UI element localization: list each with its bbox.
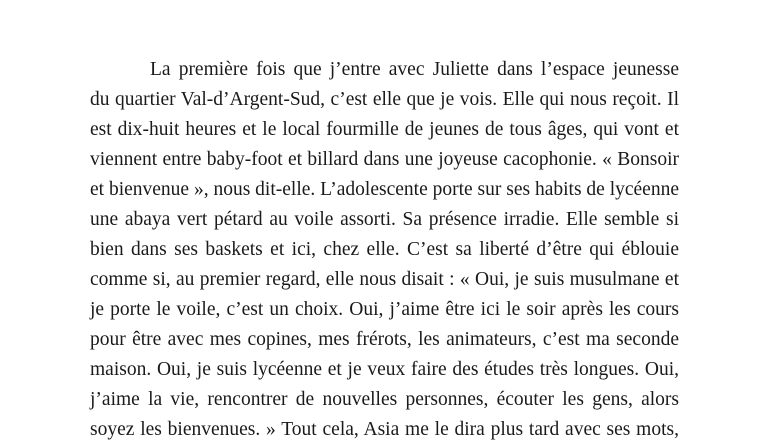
paragraph-line: une abaya vert pétard au voile assorti. Sa présence irradie. Elle semble si [90,209,679,230]
paragraph-line: bien dans ses baskets et ici, chez elle. C’est sa liberté d’être qui éblouie [90,239,679,260]
paragraph-line: du quartier Val-d’Argent-Sud, c’est elle que je vois. Elle qui nous reçoit. Il [90,89,679,110]
paragraph-line: viennent entre baby-foot et billard dans une joyeuse cacophonie. « Bonsoir [90,149,679,170]
paragraph-line: j’aime la vie, rencontrer de nouvelles personnes, écouter les gens, alors [90,389,679,410]
paragraph-line: pour être avec mes copines, mes frérots, les animateurs, c’est ma seconde [90,329,679,350]
paragraph-line: maison. Oui, je suis lycéenne et je veux faire des études très longues. Oui, [90,359,679,380]
paragraph-line: et bienvenue », nous dit-elle. L’adolescente porte sur ses habits de lycéenne [90,179,679,200]
paragraph-line: je porte le voile, c’est un choix. Oui, j’aime être ici le soir après les cours [90,299,679,320]
paragraph-line: La première fois que j’entre avec Juliette dans l’espace jeunesse [150,59,679,80]
paragraph-line: comme si, au premier regard, elle nous disait : « Oui, je suis musulmane et [90,269,679,290]
body-paragraph [90,55,679,445]
paragraph-line: est dix-huit heures et le local fourmille de jeunes de tous âges, qui vont et [90,119,679,140]
paragraph-line: soyez les bienvenues. » Tout cela, Asia me le dira plus tard avec ses mots, [90,419,679,440]
